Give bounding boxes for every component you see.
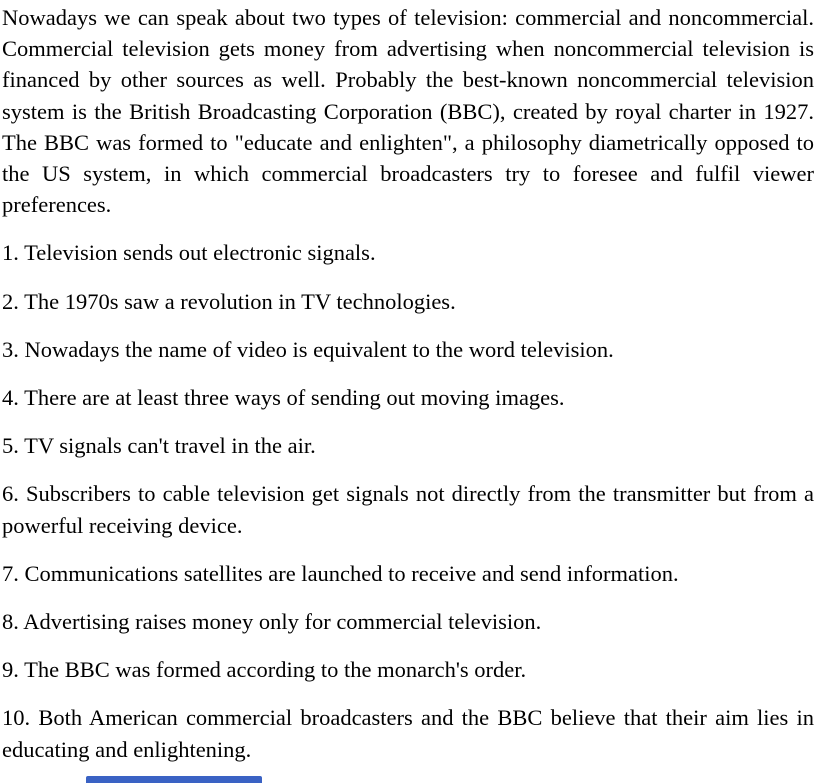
statement-item-5: 5. TV signals can't travel in the air. — [2, 433, 316, 459]
statement-item-4: 4. There are at least three ways of sending out moving images. — [2, 385, 565, 411]
statement-item-6: 6. Subscribers to cable television get signals not directly from the transmitter but from a powerful receiving device. — [2, 481, 814, 538]
statement-item-1: 1. Television sends out electronic signals. — [2, 240, 376, 266]
statement-item-8: 8. Advertising raises money only for commercial television. — [2, 609, 542, 635]
cropped-blue-element — [86, 776, 262, 783]
statements-list — [2, 237, 814, 764]
statement-item-7: 7. Communications satellites are launched to receive and send information. — [2, 560, 679, 586]
statement-item-10: 10. Both American commercial broadcasters and the BBC believe that their aim lies in educating and enlightening. — [2, 705, 814, 762]
intro-paragraph: Nowadays we can speak about two types of television: commercial and noncommercial. Commercial television gets money from advertising when noncommercial television is financed by other sources as well. Probably the best-known noncommercial television system is the British Broadcasting Corporation (BBC), created by royal charter in 1927. The BBC was formed to "educate and enlighten", a philosophy diametrically opposed to the US system, in which commercial broadcasters try to foresee and fulfil viewer preferences. — [2, 5, 814, 218]
statement-item-2: 2. The 1970s saw a revolution in TV technologies. — [2, 288, 456, 314]
statement-item-3: 3. Nowadays the name of video is equivalent to the word television. — [2, 336, 614, 362]
statement-item-9: 9. The BBC was formed according to the monarch's order. — [2, 657, 527, 683]
